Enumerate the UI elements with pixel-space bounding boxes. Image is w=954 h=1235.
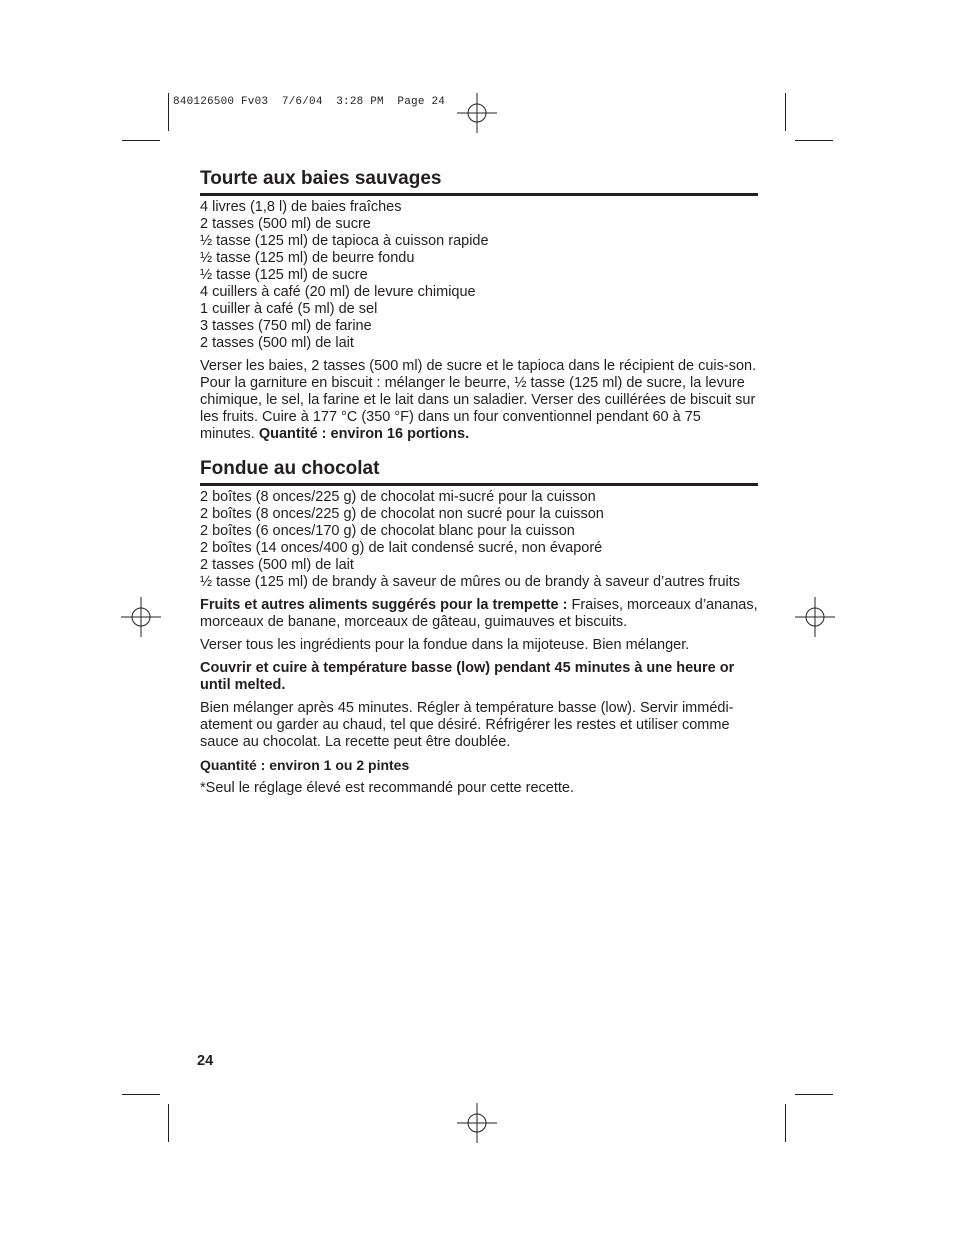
- ingredient-item: 2 boîtes (8 onces/225 g) de chocolat non sucré pour la cuisson: [200, 506, 604, 522]
- printer-slug: 840126500 Fv03 7/6/04 3:28 PM Page 24: [173, 96, 446, 108]
- recipe-instructions: [200, 358, 758, 443]
- recipe-title: Tourte aux baies sauvages: [200, 167, 758, 196]
- registration-mark-right-icon: [795, 597, 835, 637]
- ingredient-item: ½ tasse (125 ml) de tapioca à cuisson rapide: [200, 233, 489, 249]
- registration-mark-bottom-icon: [457, 1103, 497, 1143]
- recipe-tourte: [200, 167, 758, 443]
- crop-mark-top-right-vertical: [785, 93, 786, 131]
- crop-mark-bottom-right-vertical: [785, 1104, 786, 1142]
- page-number: 24: [197, 1053, 214, 1069]
- ingredient-item: 2 boîtes (14 onces/400 g) de lait condensé sucré, non évaporé: [200, 540, 603, 556]
- ingredient-item: 2 boîtes (8 onces/225 g) de chocolat mi-sucré pour la cuisson: [200, 489, 596, 505]
- ingredient-item: 2 boîtes (6 onces/170 g) de chocolat blanc pour la cuisson: [200, 523, 575, 539]
- ingredient-item: 2 tasses (500 ml) de sucre: [200, 216, 371, 232]
- instructions-text: Verser les baies, 2 tasses (500 ml) de sucre et le tapioca dans le récipient de cuis-son. Pour la garniture en biscuit : mélanger le beurre, ½ tasse (125 ml) de sucre, la levure chimique, le sel, la farine et le lait dans un saladier. Verser des cuillérées de biscuit sur les fruits. Cuire à 177 °C (350 °F) dans un four conventionnel pendant 60 à 75 minutes.: [200, 358, 757, 442]
- recipe-note: *Seul le réglage élevé est recommandé pour cette recette.: [200, 780, 574, 796]
- ingredient-item: 1 cuiller à café (5 ml) de sel: [200, 301, 378, 317]
- ingredient-item: ½ tasse (125 ml) de beurre fondu: [200, 250, 415, 266]
- crop-mark-bottom-left-vertical: [168, 1104, 169, 1142]
- ingredient-item: 3 tasses (750 ml) de farine: [200, 318, 372, 334]
- step-1: Verser tous les ingrédients pour la fondue dans la mijoteuse. Bien mélanger.: [200, 637, 690, 653]
- dippers-label: Fruits et autres aliments suggérés pour la trempette :: [200, 597, 568, 613]
- ingredient-item: 4 livres (1,8 l) de baies fraîches: [200, 199, 402, 215]
- recipe-yield: Quantité : environ 1 ou 2 pintes: [200, 757, 410, 773]
- ingredient-list: [200, 199, 758, 352]
- page-content: [200, 167, 758, 797]
- ingredient-item: ½ tasse (125 ml) de sucre: [200, 267, 368, 283]
- registration-mark-top-icon: [457, 93, 497, 133]
- recipe-title: Fondue au chocolat: [200, 457, 758, 486]
- recipe-fondue: [200, 457, 758, 797]
- ingredient-item: 2 tasses (500 ml) de lait: [200, 335, 354, 351]
- crop-mark-top-right-horizontal: [795, 140, 833, 141]
- step-3: Bien mélanger après 45 minutes. Régler à température basse (low). Servir immédi-atement ou garder au chaud, tel que désiré. Réfrigérer les restes et utiliser comme sauce au chocolat. La recette peut être doublée.: [200, 700, 734, 750]
- registration-mark-left-icon: [121, 597, 161, 637]
- step-2: Couvrir et cuire à température basse (low) pendant 45 minutes à une heure or until melted.: [200, 660, 735, 693]
- ingredient-item: ½ tasse (125 ml) de brandy à saveur de mûres ou de brandy à saveur d’autres fruits: [200, 574, 741, 590]
- ingredient-item: 4 cuillers à café (20 ml) de levure chimique: [200, 284, 476, 300]
- crop-mark-bottom-left-horizontal: [122, 1094, 160, 1095]
- dippers-text: Fraises, morceaux d’ananas, morceaux de banane, morceaux de gâteau, guimauves et biscuits.: [200, 597, 758, 630]
- ingredient-list: [200, 489, 758, 591]
- ingredient-item: 2 tasses (500 ml) de lait: [200, 557, 354, 573]
- dippers-paragraph: [200, 597, 758, 631]
- recipe-yield: Quantité : environ 16 portions.: [258, 426, 470, 442]
- crop-mark-top-left-vertical: [168, 93, 169, 131]
- crop-mark-bottom-right-horizontal: [795, 1094, 833, 1095]
- crop-mark-top-left-horizontal: [122, 140, 160, 141]
